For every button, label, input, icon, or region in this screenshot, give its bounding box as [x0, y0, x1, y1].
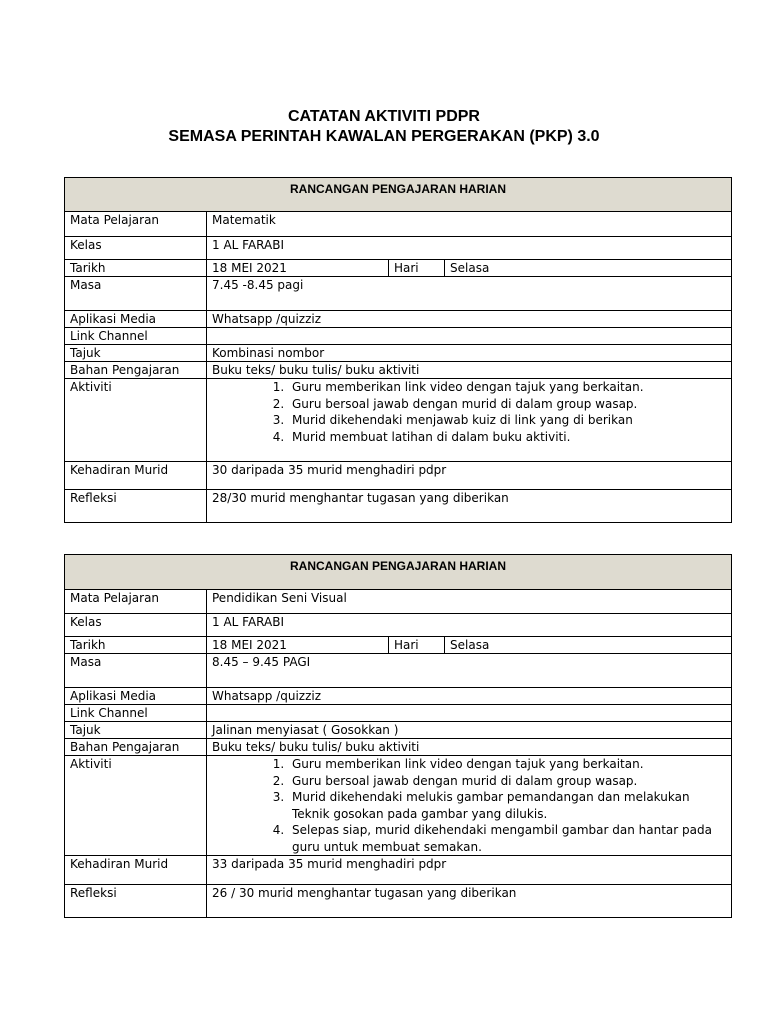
table-header: RANCANGAN PENGAJARAN HARIAN: [65, 555, 732, 590]
list-item: 3. Murid dikehendaki melukis gambar pemandangan dan melakukan Teknik gosokan pada gambar yang dilukis.: [288, 789, 726, 822]
label-masa: Masa: [65, 654, 207, 688]
value-bahan-pengajaran: Buku teks/ buku tulis/ buku aktiviti: [207, 362, 732, 379]
label-aplikasi-media: Aplikasi Media: [65, 311, 207, 328]
value-kelas: 1 AL FARABI: [207, 237, 732, 260]
value-mata-pelajaran: Matematik: [207, 212, 732, 237]
list-item: 1. Guru memberikan link video dengan tajuk yang berkaitan.: [288, 379, 726, 396]
rph-table-2: [64, 554, 732, 918]
label-link-channel: Link Channel: [65, 328, 207, 345]
aktiviti-list: [212, 756, 726, 855]
value-aktiviti: [207, 379, 732, 462]
value-aktiviti: [207, 756, 732, 856]
value-aplikasi-media: Whatsapp /quizziz: [207, 688, 732, 705]
label-mata-pelajaran: Mata Pelajaran: [65, 212, 207, 237]
table-header: RANCANGAN PENGAJARAN HARIAN: [65, 178, 732, 212]
label-hari: Hari: [389, 637, 445, 654]
value-refleksi: 28/30 murid menghantar tugasan yang diberikan: [207, 490, 732, 523]
label-kelas: Kelas: [65, 237, 207, 260]
label-tarikh: Tarikh: [65, 260, 207, 277]
label-masa: Masa: [65, 277, 207, 311]
label-hari: Hari: [389, 260, 445, 277]
value-mata-pelajaran: Pendidikan Seni Visual: [207, 590, 732, 614]
value-tarikh: 18 MEI 2021: [207, 637, 389, 654]
label-kehadiran-murid: Kehadiran Murid: [65, 856, 207, 885]
list-item: 1. Guru memberikan link video dengan tajuk yang berkaitan.: [288, 756, 726, 773]
label-kehadiran-murid: Kehadiran Murid: [65, 462, 207, 490]
label-tarikh: Tarikh: [65, 637, 207, 654]
value-link-channel: [207, 705, 732, 722]
value-kehadiran-murid: 30 daripada 35 murid menghadiri pdpr: [207, 462, 732, 490]
value-aplikasi-media: Whatsapp /quizziz: [207, 311, 732, 328]
value-tajuk: Kombinasi nombor: [207, 345, 732, 362]
label-aktiviti: Aktiviti: [65, 756, 207, 856]
document-subtitle: SEMASA PERINTAH KAWALAN PERGERAKAN (PKP) 3.0: [168, 128, 600, 145]
list-item: 4. Murid membuat latihan di dalam buku aktiviti.: [288, 429, 726, 446]
list-item: 2. Guru bersoal jawab dengan murid di dalam group wasap.: [288, 396, 726, 413]
value-kelas: 1 AL FARABI: [207, 614, 732, 637]
value-bahan-pengajaran: Buku teks/ buku tulis/ buku aktiviti: [207, 739, 732, 756]
list-item: 2. Guru bersoal jawab dengan murid di dalam group wasap.: [288, 773, 726, 790]
value-masa: 8.45 – 9.45 PAGI: [207, 654, 732, 688]
label-bahan-pengajaran: Bahan Pengajaran: [65, 362, 207, 379]
label-link-channel: Link Channel: [65, 705, 207, 722]
label-aplikasi-media: Aplikasi Media: [65, 688, 207, 705]
value-tarikh: 18 MEI 2021: [207, 260, 389, 277]
label-aktiviti: Aktiviti: [65, 379, 207, 462]
document-title: CATATAN AKTIVITI PDPR: [288, 108, 480, 125]
value-kehadiran-murid: 33 daripada 35 murid menghadiri pdpr: [207, 856, 732, 885]
value-tajuk: Jalinan menyiasat ( Gosokkan ): [207, 722, 732, 739]
value-refleksi: 26 / 30 murid menghantar tugasan yang diberikan: [207, 885, 732, 918]
list-item: 4. Selepas siap, murid dikehendaki mengambil gambar dan hantar pada guru untuk membuat semakan.: [288, 822, 726, 855]
label-mata-pelajaran: Mata Pelajaran: [65, 590, 207, 614]
label-refleksi: Refleksi: [65, 885, 207, 918]
rph-table-1: [64, 177, 732, 523]
label-tajuk: Tajuk: [65, 345, 207, 362]
value-masa: 7.45 -8.45 pagi: [207, 277, 732, 311]
value-link-channel: [207, 328, 732, 345]
label-refleksi: Refleksi: [65, 490, 207, 523]
value-hari: Selasa: [445, 260, 732, 277]
value-hari: Selasa: [445, 637, 732, 654]
label-tajuk: Tajuk: [65, 722, 207, 739]
label-kelas: Kelas: [65, 614, 207, 637]
aktiviti-list: [212, 379, 726, 445]
label-bahan-pengajaran: Bahan Pengajaran: [65, 739, 207, 756]
list-item: 3. Murid dikehendaki menjawab kuiz di link yang di berikan: [288, 412, 726, 429]
